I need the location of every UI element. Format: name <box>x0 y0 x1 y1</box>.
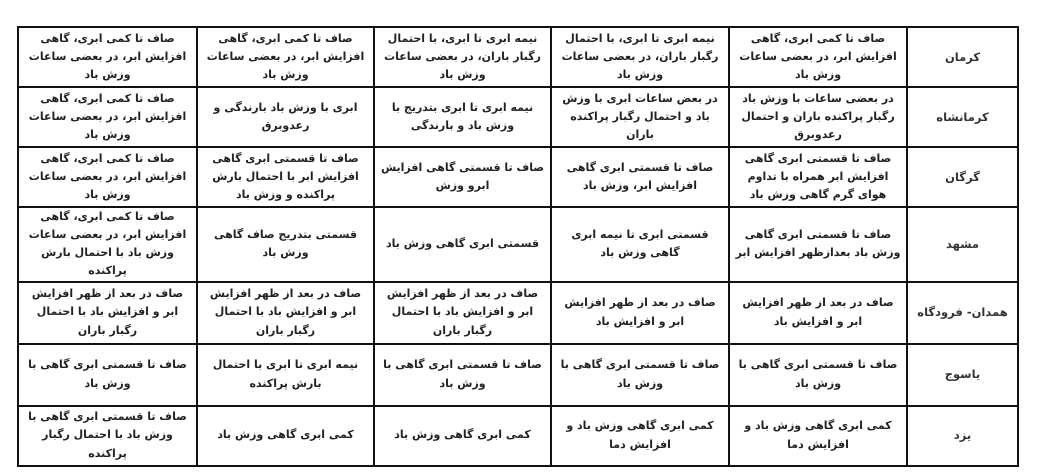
forecast-cell: صاف در بعد از ظهر افزایش ابر و افزایش باد با احتمال رگبار باران <box>197 282 374 344</box>
forecast-cell: صاف تا قسمتی ابری گاهی با وزش باد <box>18 344 197 406</box>
forecast-cell: صاف تا قسمتی ابری گاهی افزایش ابر با احتمال بارش پراکنده و وزش باد <box>197 147 374 207</box>
forecast-cell: صاف تا قسمتی ابری گاهی با وزش باد <box>729 344 907 406</box>
forecast-cell: صاف تا قسمتی ابری گاهی با وزش باد <box>551 344 729 406</box>
city-name: کرمان <box>907 27 1018 87</box>
forecast-cell: صاف تا کمی ابری، گاهی افزایش ابر، در بعضی ساعات وزش باد با احتمال بارش پراکنده <box>18 207 197 282</box>
city-name: گرگان <box>907 147 1018 207</box>
weather-forecast-table <box>17 26 1019 467</box>
forecast-cell: نیمه ابری تا ابری بتدریج با وزش باد و بارندگی <box>374 87 551 147</box>
forecast-cell: صاف تا کمی ابری، گاهی افزایش ابر، در بعضی ساعات وزش باد <box>18 87 197 147</box>
forecast-cell: کمی ابری گاهی وزش باد و افزایش دما <box>551 406 729 466</box>
forecast-cell: قسمتی بتدریج صاف گاهی وزش باد <box>197 207 374 282</box>
forecast-cell: صاف تا قسمتی ابری گاهی افزایش ابر، وزش باد <box>551 147 729 207</box>
forecast-cell: صاف تا قسمتی ابری گاهی وزش باد بعدازظهر افزایش ابر <box>729 207 907 282</box>
table-row-mashhad <box>18 207 1018 282</box>
table-row-yasuj <box>18 344 1018 406</box>
city-name: همدان- فرودگاه <box>907 282 1018 344</box>
table-row-yazd <box>18 406 1018 466</box>
city-name: یاسوج <box>907 344 1018 406</box>
forecast-cell: صاف تا قسمتی ابری گاهی با وزش باد با احتمال رگبار پراکنده <box>18 406 197 466</box>
forecast-cell: صاف تا کمی ابری، گاهی افزایش ابر، در بعضی ساعات وزش باد <box>18 147 197 207</box>
forecast-cell: ابری با وزش باد بارندگی و رعدوبرق <box>197 87 374 147</box>
table-row-kerman <box>18 27 1018 87</box>
forecast-cell: صاف تا کمی ابری، گاهی افزایش ابر، در بعضی ساعات وزش باد <box>18 27 197 87</box>
forecast-cell: صاف تا کمی ابری، گاهی افزایش ابر، در بعضی ساعات وزش باد <box>729 27 907 87</box>
forecast-cell: در بعض ساعات ابری با وزش باد و احتمال رگبار پراکنده باران <box>551 87 729 147</box>
forecast-cell: صاف تا قسمتی ابری گاهی افزایش ابر همراه با تداوم هوای گرم گاهی وزش باد <box>729 147 907 207</box>
table-row-kermanshah <box>18 87 1018 147</box>
forecast-cell: کمی ابری گاهی وزش باد <box>197 406 374 466</box>
forecast-cell: صاف در بعد از ظهر افزایش ابر و افزایش باد <box>551 282 729 344</box>
forecast-cell: نیمه ابری تا ابری، با احتمال رگبار باران، در بعضی ساعات وزش باد <box>374 27 551 87</box>
table-row-hamedan <box>18 282 1018 344</box>
forecast-cell: صاف در بعد از ظهر افزایش ابر و افزایش باد با احتمال رگبار باران <box>374 282 551 344</box>
forecast-cell: صاف تا قسمتی گاهی افزایش ابرو وزش <box>374 147 551 207</box>
forecast-cell: قسمتی ابری تا نیمه ابری گاهی وزش باد <box>551 207 729 282</box>
city-name: کرمانشاه <box>907 87 1018 147</box>
forecast-cell: قسمتی ابری گاهی وزش باد <box>374 207 551 282</box>
forecast-cell: در بعضی ساعات با وزش باد رگبار پراکنده باران و احتمال رعدوبرق <box>729 87 907 147</box>
forecast-cell: نیمه ابری تا ابری با احتمال بارش پراکنده <box>197 344 374 406</box>
table-row-gorgan <box>18 147 1018 207</box>
city-name: مشهد <box>907 207 1018 282</box>
forecast-cell: کمی ابری گاهی وزش باد و افزایش دما <box>729 406 907 466</box>
forecast-cell: صاف در بعد از ظهر افزایش ابر و افزایش باد با احتمال رگبار باران <box>18 282 197 344</box>
forecast-cell: صاف تا کمی ابری، گاهی افزایش ابر، در بعضی ساعات وزش باد <box>197 27 374 87</box>
forecast-cell: صاف در بعد از ظهر افزایش ابر و افزایش باد <box>729 282 907 344</box>
forecast-cell: کمی ابری گاهی وزش باد <box>374 406 551 466</box>
forecast-cell: صاف تا قسمتی ابری گاهی با وزش باد <box>374 344 551 406</box>
forecast-cell: نیمه ابری تا ابری، با احتمال رگبار باران، در بعضی ساعات وزش باد <box>551 27 729 87</box>
city-name: یزد <box>907 406 1018 466</box>
